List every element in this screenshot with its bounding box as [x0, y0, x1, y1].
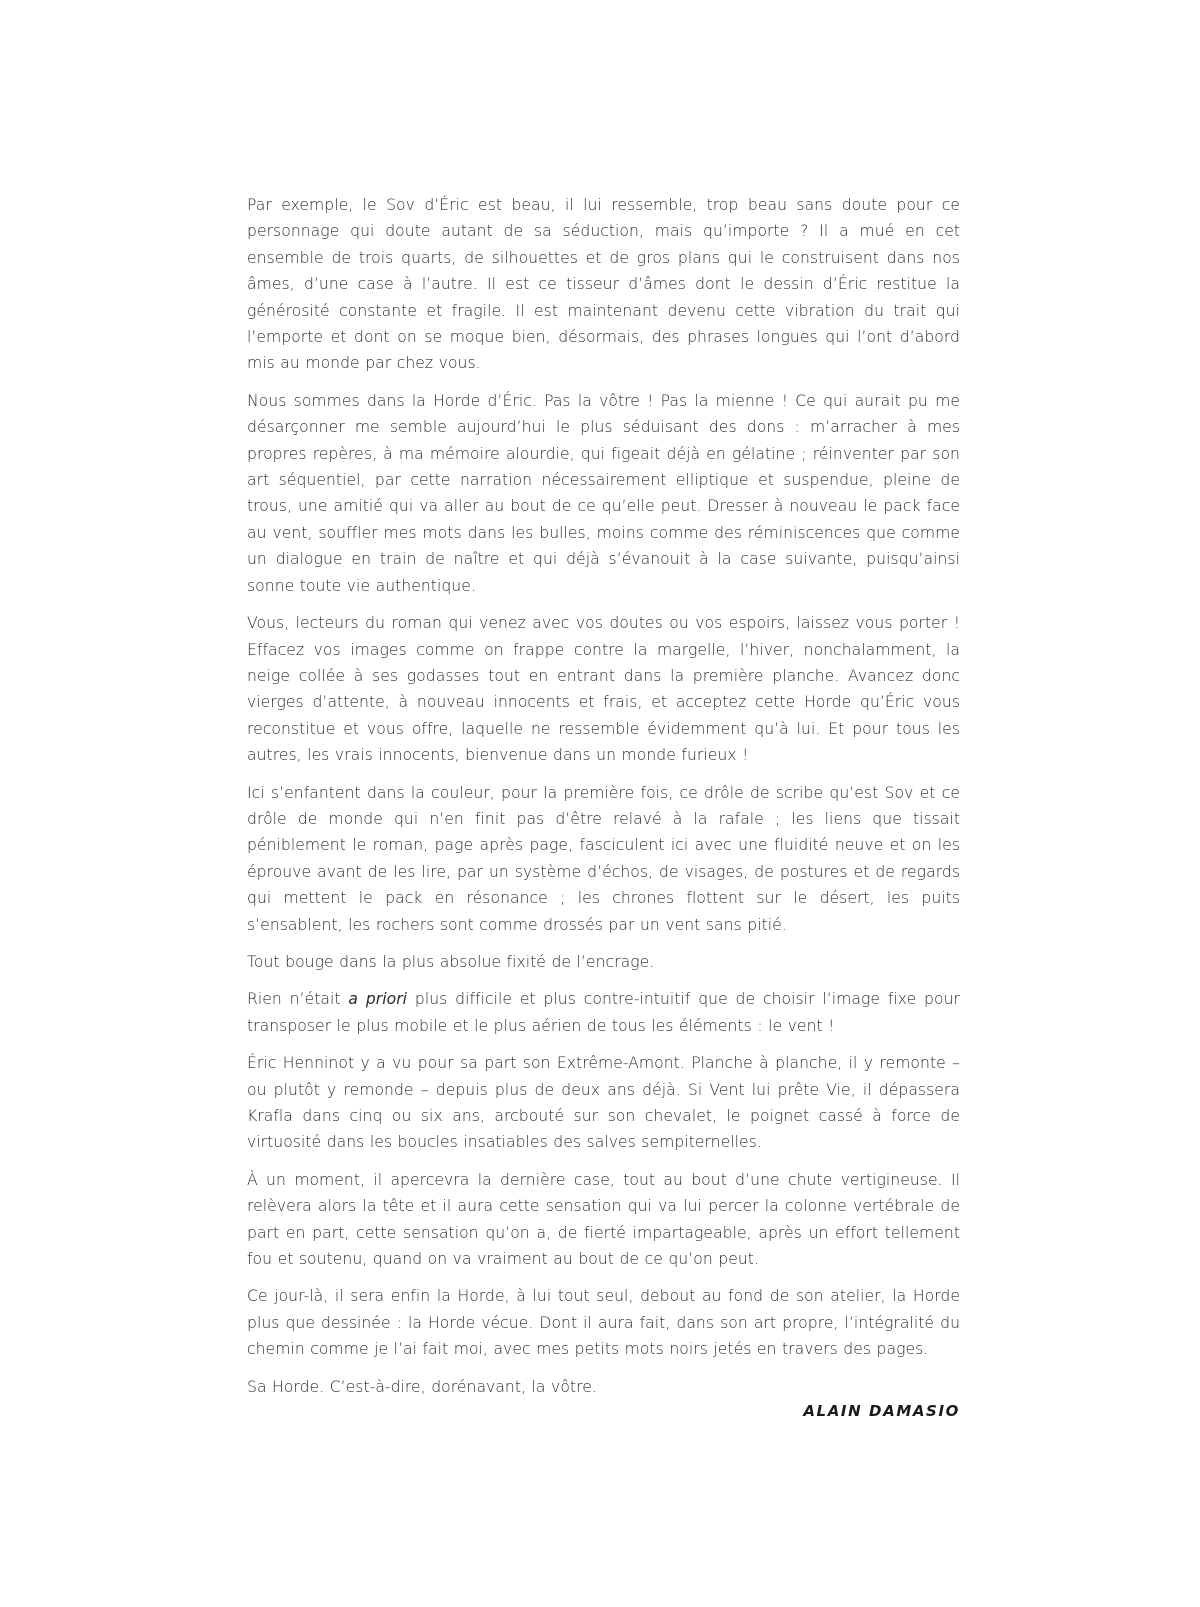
paragraph-6-end: plus difficile et plus contre-intuitif que de choisir l’image fixe pour transposer le plus mobile et le plus aérien de tous les éléments : le vent !: [247, 990, 960, 1035]
paragraph-3: Vous, lecteurs du roman qui venez avec vos doutes ou vos espoirs, laissez vous porter ! Effacez vos images comme on frappe contre la margelle, l’hiver, nonchalamment, la neige collée à ses godasses tout en entrant dans la première planche. Avancez donc vierges d’attente, à nouveau innocents et frais, et acceptez cette Horde qu’Éric vous reconstitue et vous offre, laquelle ne ressemble évidemment qu’à lui. Et pour tous les autres, les vrais innocents, bienvenue dans un monde furieux !: [247, 614, 960, 765]
paragraph-1: Par exemple, le Sov d’Éric est beau, il lui ressemble, trop beau sans doute pour ce personnage qui doute autant de sa séduction, mais qu’importe ? Il a mué en cet ensemble de trois quarts, de silhouettes et de gros plans qui le construisent dans nos âmes, d’une case à l’autre. Il est ce tisseur d’âmes dont le dessin d’Éric restitue la générosité constante et fragile. Il est maintenant devenu cette vibration du trait qui l’emporte et dont on se moque bien, désormais, des phrases longues qui l’ont d’abord mis au monde par chez vous.: [247, 196, 960, 373]
paragraph-7: Éric Henninot y a vu pour sa part son Extrême-Amont. Planche à planche, il y remonte – ou plutôt y remonde – depuis plus de deux ans déjà. Si Vent lui prête Vie, il dépassera Krafla dans cinq ou six ans, arcbouté sur son chevalet, le poignet cassé à force de virtuosité dans les boucles insatiables des salves sempiternelles.: [247, 1054, 960, 1152]
italic-phrase: a priori: [348, 990, 408, 1009]
paragraph-8: À un moment, il apercevra la dernière case, tout au bout d’une chute vertigineuse. Il relèvera alors la tête et il aura cette sensation qui va lui percer la colonne vertébrale de part en part, cette sensation qu’on a, de fierté impartageable, après un effort tellement fou et soutenu, quand on va vraiment au bout de ce qu’on peut.: [247, 1170, 960, 1269]
paragraph-4: Ici s’enfantent dans la couleur, pour la première fois, ce drôle de scribe qu’est Sov et ce drôle de monde qui n’en finit pas d’être relavé à la rafale ; les liens que tissait péniblement le roman, page après page, fasciculent ici avec une fluidité neuve et on les éprouve avant de les lire, par un système d’échos, de visages, de postures et de regards qui mettent le pack en résonance ; les chrones flottent sur le désert, les puits s’ensablent, les rochers sont comme drossés par un vent sans pitié.: [247, 783, 960, 934]
paragraph-2: Nous sommes dans la Horde d’Éric. Pas la vôtre ! Pas la mienne ! Ce qui aurait pu me désarçonner me semble aujourd’hui le plus séduisant des dons : m’arracher à mes propres repères, à ma mémoire alourdie, qui figeait déjà en gélatine ; réinventer par son art séquentiel, par cette narration nécessairement elliptique et suspendue, pleine de trous, une amitié qui va aller au bout de ce qu’elle peut. Dresser à nouveau le pack face au vent, souffler mes mots dans les bulles, moins comme des réminiscences que comme un dialogue en train de naître et qui déjà s’évanouit à la case suivante, puisqu’ainsi sonne toute vie authentique.: [247, 391, 960, 595]
paragraph-10: Sa Horde. C’est-à-dire, dorénavant, la vôtre.: [247, 1377, 597, 1396]
paragraph-9: Ce jour-là, il sera enfin la Horde, à lui tout seul, debout au fond de son atelier, la Horde plus que dessinée : la Horde vécue. Dont il aura fait, dans son art propre, l’intégralité du chemin comme je l’ai fait moi, avec mes petits mots noirs jetés en travers des pages.: [247, 1287, 960, 1359]
author-signature: ALAIN DAMASIO: [803, 1402, 960, 1420]
paragraph-6: [247, 986, 960, 1039]
paragraph-5: Tout bouge dans la plus absolue fixité de l’encrage.: [247, 952, 655, 971]
body-text: [247, 192, 960, 1411]
paragraph-6-start: Rien n’était: [247, 990, 349, 1009]
